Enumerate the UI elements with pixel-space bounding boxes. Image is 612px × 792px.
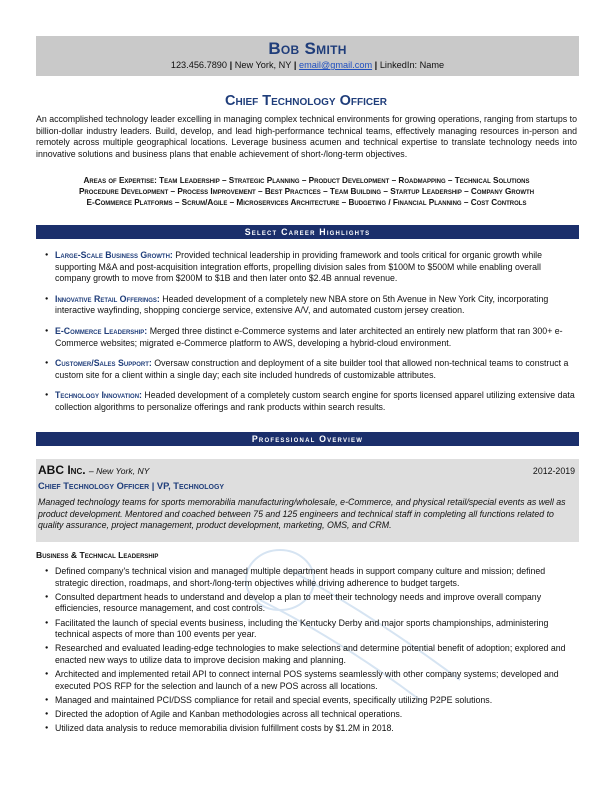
company-name: ABC Inc. bbox=[38, 463, 86, 477]
expertise-line: Areas of Expertise: Team Leadership – Strategic Planning – Product Development – Roadmapping – Technical Solutions bbox=[83, 176, 530, 185]
company-heading bbox=[38, 463, 149, 477]
highlights-list bbox=[36, 250, 577, 423]
highlight-item bbox=[36, 390, 577, 413]
contact-line bbox=[36, 60, 579, 70]
employment-dates: 2012-2019 bbox=[532, 466, 575, 476]
highlight-item bbox=[36, 250, 577, 285]
candidate-name: Bob Smith bbox=[268, 39, 347, 58]
achievements-list bbox=[36, 566, 577, 737]
target-title: Chief Technology Officer bbox=[225, 93, 387, 109]
company-description: Managed technology teams for sports memorabilia manufacturing/wholesale, e-Commerce, and physical retail/special events as well as product development. Mentored and coached between 75 and 125 engineers and technical staff in completing all functions related to quality assurance, project management, product development, marketing, OMS, and CRM. bbox=[38, 497, 566, 531]
achievement-item: ● Managed and maintained PCI/DSS compliance for retail and special events, specifically utilizing P2PE solutions. bbox=[36, 695, 577, 707]
phone: 123.456.7890 bbox=[170, 60, 228, 70]
highlight-text: Headed development of a completely custom search engine for sports licensed apparel utilizing extensive data collection algorithms to personalize offerings and rank products within search results. bbox=[55, 390, 575, 412]
header-band bbox=[36, 36, 579, 76]
separator: | bbox=[374, 60, 378, 70]
achievement-item: ● Defined company's technical vision and managed multiple department heads in support company culture and mission; defined strategic direction, roadmaps, and short-/long-term objectives while driving adherence to budget targets. bbox=[36, 566, 577, 589]
highlight-item bbox=[36, 294, 577, 317]
achievement-item: ● Facilitated the launch of special events business, including the Kentucky Derby and major sports championships, administering technical aspects of more than 100 events per year. bbox=[36, 618, 577, 641]
highlight-title: Technology Innovation: bbox=[55, 390, 142, 401]
achievement-item: ● Architected and implemented retail API to connect internal POS systems seamlessly with other company systems; developed and executed POS RFP for the selection and launch of a new POS across all locations. bbox=[36, 669, 577, 692]
section-bar-highlights: Select Career Highlights bbox=[36, 225, 579, 239]
separator: | bbox=[293, 60, 297, 70]
expertise-line: Procedure Development – Process Improvement – Best Practices – Team Building – Startup Leadership – Company Growth bbox=[78, 187, 535, 197]
highlight-title: E-Commerce Leadership: bbox=[55, 325, 148, 336]
achievement-item: ● Utilized data analysis to reduce memorabilia division fulfillment costs by $1.2M in 2018. bbox=[36, 723, 577, 735]
areas-of-expertise bbox=[36, 175, 577, 209]
job-roles: Chief Technology Officer | VP, Technology bbox=[38, 481, 225, 491]
achievements-subheading: Business & Technical Leadership bbox=[36, 550, 159, 560]
highlight-item bbox=[36, 358, 577, 381]
achievement-item: ● Consulted department heads to understand and develop a plan to meet their technology needs and improve overall company efficiencies, resource management, and cost controls. bbox=[36, 592, 577, 615]
highlight-title: Large-Scale Business Growth: bbox=[55, 250, 173, 260]
company-location: – New York, NY bbox=[88, 466, 150, 476]
summary-paragraph: An accomplished technology leader excelling in managing complex technical environments for growing operations, ranging from startups to billion-dollar industry leaders. Build, develop, and lead high-performance technical teams, effectively managing resources in-person and remotely across multiple geographical locations. Leverage business acumen and technical expertise to translate technology needs into innovative solutions and business plans that enable achievement of short-/long-term objectives. bbox=[36, 114, 577, 159]
location: New York, NY bbox=[234, 60, 292, 70]
highlight-text: Merged three distinct e-Commerce systems and later architected an entirely new platform that ran 300+ e-Commerce websites; migrated e-Commerce platform to AWS, developing a hybrid-cloud environment. bbox=[55, 325, 563, 348]
achievement-item: ● Researched and evaluated leading-edge technologies to make selections and determine potential benefit of adoption; explored and enacted new ways to utilize data to improve decision making and planning. bbox=[36, 643, 577, 666]
highlight-text: Provided technical leadership in providing framework and tools critical for organic growth while supporting M&A and post-acquisition integration efforts, propelling division sales from $100M to $500M while enabling overall company growth to move from $200M to $1B and then later onto $2.4B annual revenue. bbox=[55, 250, 543, 284]
section-bar-overview: Professional Overview bbox=[36, 432, 579, 446]
company-block bbox=[36, 459, 579, 542]
highlight-text: Oversaw construction and deployment of a site builder tool that allowed non-technical teams to construct a custom site for a client within a single day; each site included hundreds of customizable attributes. bbox=[55, 358, 569, 380]
email-link[interactable]: email@gmail.com bbox=[298, 60, 373, 70]
linkedin: LinkedIn: Name bbox=[379, 60, 445, 70]
separator: | bbox=[229, 60, 233, 70]
highlight-title: Customer/Sales Support: bbox=[55, 358, 152, 369]
highlight-text: Headed development of a completely new NBA store on 5th Avenue in New York City, incorporating interactive wayfinding, shopping concierge service, extensive A/V, and automated custom jersey creation. bbox=[55, 293, 549, 316]
highlight-item bbox=[36, 326, 577, 349]
achievement-item: ● Directed the adoption of Agile and Kanban methodologies across all technical operations. bbox=[36, 709, 577, 721]
expertise-line: E-Commerce Platforms – Scrum/Agile – Microservices Architecture – Budgeting / Financial Planning – Cost Controls bbox=[86, 198, 527, 208]
highlight-title: Innovative Retail Offerings: bbox=[55, 293, 160, 304]
